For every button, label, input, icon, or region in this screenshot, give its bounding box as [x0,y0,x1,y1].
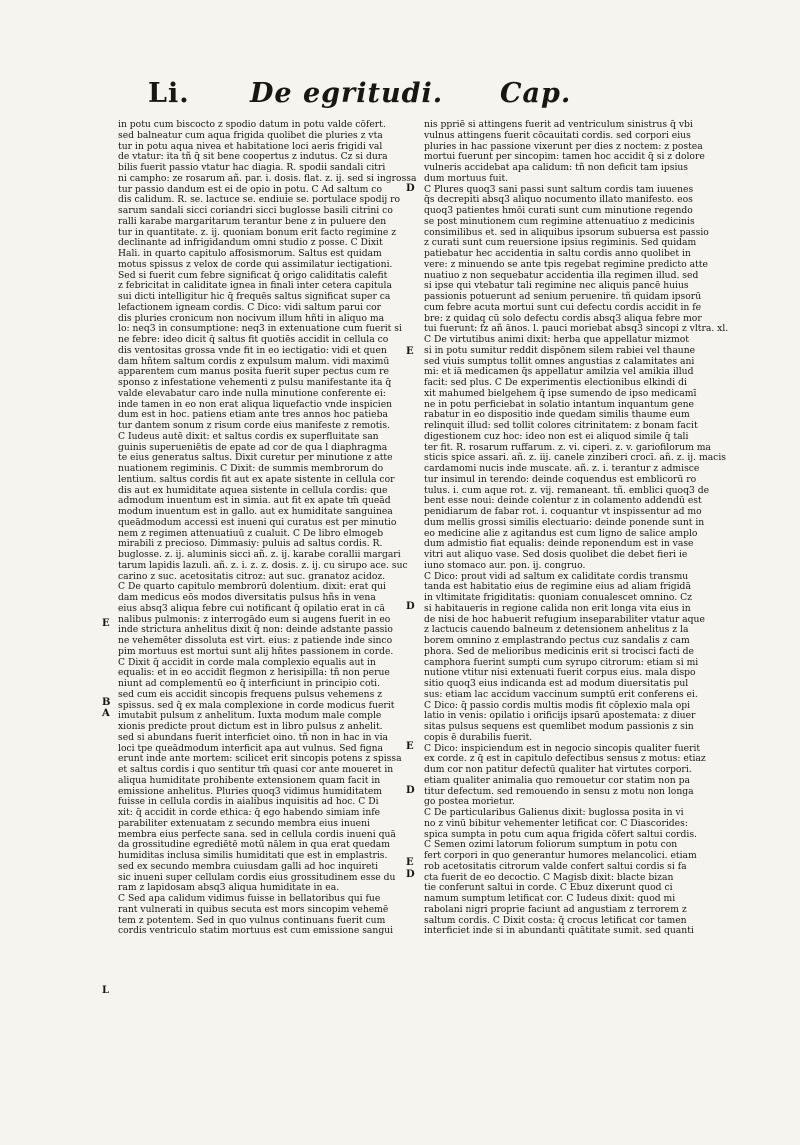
text-line: passionis potuerunt ad senium peruenire. tñ quidam ipsorū [424,291,702,302]
text-line: tur dantem sonum z risum corde eius manifeste z remotis. [118,420,391,431]
margin-marker: D [406,601,415,612]
text-line: niunt ad complementū eo q̄ interficiunt in principio coti. [118,678,381,689]
text-line: declinante ad infrigidandum omni studio z posse. C Dixit [118,237,383,249]
text-line: dam medicus eōs modos diversitatis pulsus hñs in vena [118,592,376,603]
text-line: z lactucis cauendo balneum z detensionem anhelitus z la [424,624,689,636]
text-line: ter fit. R. rosarum ruffarum. z. vi. ciperi. z. v. gariofilorum ma [424,441,711,453]
text-line: eius absq3 aliqua febre cui notificant q̄ opilatio erat in cā [118,602,385,614]
text-line: dis aut ex humiditate aquea sistente in cellula cordis: que [118,484,388,496]
text-line: nuatiuo z non sequebatur accidentia illa regimen illud. sed [424,269,699,281]
left-text-column [118,119,417,1010]
text-line: loci tpe queādmodum interficit apa aut vulnus. Sed figna [118,742,384,754]
text-line: go postea morietur. [424,796,515,808]
text-line: C Plures quoq3 sani passi sunt saltum cordis tam iuuenes [424,183,694,195]
text-line: sed si abundans fuerit interficiet oino. tñ non in hac in via [118,731,388,743]
text-line: sitio quoq3 eius indicanda est ad modum diuersitatis pul [424,678,689,689]
folio-number: Li. [148,78,190,109]
margin-marker: E [406,741,414,752]
text-line: cardamomi nucis inde muscate. añ. z. i. terantur z admisce [424,463,700,474]
margin-marker: E [102,618,110,629]
text-line: sitas pulsus sequens est quemlibet modum passionis z sin [424,721,694,732]
text-line: dum mortuus fuit. [424,172,509,184]
text-line: si in potu sumitur reddit dispōnem silem rabiei vel thaune [424,344,696,356]
text-line: ex corde. z q̄ est in capitulo defectibus sensus z motus: etiaz [424,753,706,765]
text-line: te eius generatus saltus. Dixit curetur per minutione z atte [118,452,393,464]
text-line: sed balneatur cum aqua frigida quolibet die pluries z vta [118,129,383,141]
text-line: spica sumpta in potu cum aqua frigida cōfert saltui cordis. [424,828,697,840]
running-title: De egritudi. [250,78,444,109]
text-line: sic inueni super cellulam cordis eius grossitudinem esse du [118,871,396,883]
text-line: sarum sandali sicci coriandri sicci buglosse basili citrini co [118,205,393,216]
text-line: mirabili z precioso. Dimmasiy: puluis ad saltus cordis. R. [118,538,383,550]
text-line: relinquit illud: sed tollit colores citrinitatem: z bonam facit [424,420,698,431]
text-line: sui dicti intelligitur hic q̄ frequēs saltus significat super ca [118,291,391,302]
text-line: bent esse noui: deinde colentur z in colamento addendū est [424,495,702,507]
text-line: xit mahumed bielgehem q̄ ipse sumendo de ipso medicamī [424,387,697,399]
text-line: fuisse in cellula cordis in aialibus inquisitis ad hoc. C Di [118,796,379,808]
text-line: apparentem cum manus posita fuerit super pectus cum re [118,366,389,378]
text-line: cta fuerit de eo decoctio. C Magisb dixit: blacte bizan [424,871,674,883]
text-line: sus: etiam lac accidum vaccinum sumptū erit conferens ei. [424,688,698,700]
text-line: tie conferunt saltui in corde. C Ebuz dixerunt quod ci [424,882,673,894]
text-line: imutabit pulsum z anhelitum. Iuxta modum male comple [118,710,382,722]
text-line: xionis predicte prout dictum est in libro pulsus z anhelit. [118,721,383,732]
text-line: z curati sunt cum reuersione ipsius regiminis. Sed quidam [424,237,697,249]
text-line: borem omnino z emplastrando pectus cuz sandalis z cam [424,635,690,646]
text-line: copis ē durabilis fuerit. [424,731,533,743]
text-line: facit: sed plus. C De experimentis electionibus elkindi di [424,377,687,388]
text-line: iuno stomaco aur. pon. ij. congruo. [424,559,586,571]
text-line: C Sed apa calidum vidimus fuisse in bellatoribus qui fue [118,893,381,904]
text-line: eo medicine alie z agitandus est cum ligno de salice amplo [424,527,698,539]
text-line: modum inuentum est in gallo. aut ex humiditate sanguinea [118,506,393,517]
text-line: tulus. i. cum aque rot. z. vij. remaneant. tñ. emblici quoq3 de [424,484,710,496]
text-line: et saltus cordis i quo sentitur tm̄ quasi cor ante moueret in [118,764,394,775]
text-line: Sed si fuerit cum febre significat q̄ origo caliditatis calefit [118,269,388,281]
text-line: penidiarum de fabar rot. i. coquantur vt inspissentur ad mo [424,506,702,517]
text-line: mortui fuerunt per sincopim: tamen hoc accidit q̄ si z dolore [424,151,705,163]
text-line: inde strictura anhelitus dixit q̄ non: deinde adstante passio [118,624,393,636]
text-line: C Dico: q̄ passio cordis multis modis fit cōplexio mala opi [424,699,691,711]
text-line: ne vehemēter dissoluta est virt. eius: z patiende inde sinco [118,635,393,646]
text-line: etiam qualiter animalia quo remouetur cor statim non pa [424,774,690,786]
text-line: guinis superueniētis de epate ad cor de qua l diaphragma [118,441,388,453]
text-line: in potu cum biscocto z spodio datum in potu valde cōfert. [118,119,386,130]
text-line: sponso z infestatione vehementi z pulsu manifestante ita q̄ [118,377,392,388]
text-line: dis ventositas grossa vnde fit in eo iectigatio: vidi et quen [118,344,387,356]
text-line: aliqua humiditate prohibente extensionem quam facit in [118,774,381,786]
text-line: q̄s decrepiti absq3 aliquo nocumento illato manifesto. eos [424,194,693,206]
text-line: ne febre: ideo dicit q̄ saltus fit quotiēs accidit in cellula co [118,334,389,345]
running-header [0,78,800,118]
text-line: digestionem cuz hoc: ideo non est ei aliquod simile q̄ tali [424,430,689,442]
text-line: camphora fuerint sumpti cum syrupo citrorum: etiam si mi [424,656,699,668]
text-line: sed cum eis accidit sincopis frequens pulsus vehemens z [118,688,383,700]
text-line: namum sumptum letificat cor. C Iudeus dixit: quod mi [424,893,676,904]
text-line: sticis spice assari. añ. z. iij. canele zinziberi crocī. añ. z. ij. macis [424,452,726,464]
text-line: ni campho: ze rosarum añ. par. i. dosis. flat. z. ij. sed si ingrossa [118,172,417,184]
text-line: parabiliter extenuatam z secundo membra eius inueni [118,817,370,829]
text-line: membra eius perfecte sana. sed in cellula cordis inueni quā [118,828,396,840]
text-line: C De particularibus Galienus dixit: buglossa posita in vi [424,807,684,818]
text-line: dam hñtem saltum cordis z expulsum malum. vidi maximū [118,355,390,367]
text-line: no z vinū bibitur vehementer letificat cor. C Diascorides: [424,817,688,829]
margin-marker: L [102,985,110,996]
text-line: humiditas inclusa similis humiditati que est in emplastris. [118,850,388,861]
text-line: z febricitat in caliditate ignea in finali inter cetera capitula [118,280,392,292]
text-line: tanda est habitatio eius de regimine eius ad aliam frigidā [424,581,691,593]
text-line: ram z lapidosam absq3 aliqua humiditate in ea. [118,882,340,894]
text-line: rabatur in eo dispositio inde quedam similis thaume eum [424,409,690,421]
text-line: cum febre acuta mortui sunt cui defectu cordis accidit in fe [424,301,702,313]
text-line: fert corpori in quo generantur humores melancolici. etiam [424,850,697,861]
text-line: motus spissus z velox de corde qui assimilatur iectigationi. [118,258,393,270]
margin-marker: D [406,183,415,194]
margin-marker: D [406,785,415,796]
text-line: nis ppriē si attingens fuerit ad ventriculum sinistrus q̄ vbi [424,119,693,130]
text-line: ne in potu perficiebat in solatio intantum inquantum gene [424,398,694,410]
text-line: tur passio dandum est ei de opio in potu. C Ad saltum co [118,183,382,195]
text-line: mi: et iā medicamen q̄s appellatur amilzia vel amikia illud [424,366,694,378]
margin-marker: E [406,346,414,357]
text-line: interficiet inde si in abundanti quātitate sumit. sed quanti [424,925,694,937]
text-line: dum admistio fiat equalis: deinde reponendum est in vase [424,538,694,550]
text-line: rabolani nigri proprie faciunt ad angustiam z terrorem z [424,903,687,915]
text-line: lo: neq3 in consumptione: neq3 in extenuatione cum fuerit si [118,323,402,335]
text-line: buglosse. z. ij. aluminis sicci añ. z. ij. karabe corallii margari [118,549,401,560]
text-line: emissione anhelitus. Pluries quoq3 vidimus humiditatem [118,785,382,797]
text-line: C Dico: inspiciendum est in negocio sincopis qualiter fuerit [424,742,701,754]
text-line: sed viuis sumptus tollit omnes angustias z calamitates ani [424,355,695,367]
text-line: C De quarto capitulo membrorū dolentium. dixit: erat qui [118,581,386,593]
text-line: de vtatur: ita tñ q̄ sit bene coopertus z indutus. Cz si dura [118,151,388,163]
text-line: queādmodum accessi est inueni qui curatus est per minutio [118,516,397,528]
text-line: xit: q̄ accidit in corde ethica: q̄ ego habendo simiam infe [118,807,381,818]
text-line: pim mortuus est mortui sunt alij hñtes passionem in corde. [118,645,394,657]
text-line: vulnus attingens fuerit cōcauitati cordis. sed corpori eius [424,129,691,141]
text-line: in vltimitate frigiditatis: quoniam conualescet omnino. Cz [424,592,692,603]
margin-marker: D [406,869,415,880]
text-line: tem z potentem. Sed in quo vulnus continuans fuerit cum [118,914,386,926]
text-line: vitri aut aliquo vase. Sed dosis quolibet die debet fieri ie [424,549,688,560]
text-line: da grossitudine egrediētē motū nālem in qua erat quedam [118,839,390,851]
text-line: lefactionem igneam cordis. C Dico: vidi saltum parui cor [118,301,382,313]
text-line: consimilibus et. sed in aliquibus ipsorum subuersa est passio [424,226,709,238]
text-line: Hali. in quarto capitulo affosismorum. Saltus est quidam [118,248,382,259]
text-line: sed ex secundo membra cuiusdam galli ad hoc inquireti [118,860,379,872]
text-line: bilis fuerit passio vtatur hac diagia. R. spodii sandali citri [118,162,386,173]
text-line: tur in potu aqua nivea et habitatione loci aeris frigidi val [118,140,383,152]
text-line: tur insimul in terendo: deinde coquendus est emblicorū ro [424,473,697,485]
text-line: saltum cordis. C Dixit costa: q̄ crocus letificat cor tamen [424,914,687,926]
text-line: bre: z quidaq cū solo defectu cordis absq3 aliqua febre mor [424,312,702,324]
text-line: dum est in hoc. patiens etiam ante tres annos hoc patieba [118,409,388,421]
text-line: rant vulnerati in quibus secuta est mors sincopim vehemē [118,903,389,915]
text-line: dum mellis grossi similis electuario: deinde ponende sunt in [424,516,705,528]
text-line: C De virtutibus animi dixit: herba que appellatur mizmot [424,334,689,345]
text-line: equalis: et in eo accidit flegmon z herisipilla: tñ non perue [118,667,390,679]
text-line: carino z suc. acetositatis citroz: aut suc. granatoz acidoz. [118,570,386,582]
text-line: C Dixit q̄ accidit in corde mala complexio equalis aut in [118,656,376,668]
margin-marker: B [102,697,111,708]
text-line: se post minutionem cum regimine attenuatiuo z medicinis [424,215,695,227]
text-line: dis calidum. R. se. lactuce se. endiuie se. portulace spodij ro [118,194,401,206]
text-line: de nisi de hoc habuerit refugium inseparabiliter vtatur aque [424,613,705,625]
text-line: phora. Sed de melioribus medicinis erit si trocisci facti de [424,645,694,657]
text-line: pluries in hac passione vixerunt per dies z noctem: z postea [424,140,703,152]
text-line: nutione vtitur nisi extenuati fuerit corpus eius. mala dispo [424,667,696,679]
chapter-label: Cap. [500,78,572,109]
text-line: C Dico: prout vidi ad saltum ex caliditate cordis transmu [424,570,689,582]
text-line: titur defectum. sed remouendo in sensu z motu non longa [424,785,694,797]
text-line: lentium. saltus cordis fit aut ex apate sistente in cellula cor [118,473,395,485]
text-line: vulneris accidebat apa calidum: tñ non deficit tam ipsius [424,162,689,173]
text-line: tarum lapidis lazuli. añ. z. i. z. z. dosis. z. ij. cu sirupo ace. suc [118,559,408,571]
margin-marker: A [102,708,110,719]
text-line: patiebatur hec accidentia in saltu cordis anno quolibet in [424,248,691,259]
text-line: nuationem regiminis. C Dixit: de summis membrorum do [118,463,384,474]
text-line: nalibus pulmonis: z interrogādo eum si augens fuerit in eo [118,613,391,625]
text-line: quoq3 patientes hmōi curati sunt cum minutione regendo [424,205,693,216]
text-line: vere: z minuendo se ante tpis regebat regimine predicto atte [424,258,708,270]
text-line: tui fuerunt: fz añ ānos. l. pauci moriebat absq3 sincopi z vltra. xl. [424,323,729,335]
text-line: dum cor non patitur defectū qualiter hat virtutes corpori. [424,764,692,775]
text-line: dis pluries cronicum non nocivum illum hñti in aliquo ma [118,312,385,324]
text-line: cordis ventriculo statim mortuus est cum emissione sangui [118,925,394,937]
margin-marker: E [406,857,414,868]
text-line: si habitaueris in regione calida non erit longa vita eius in [424,602,691,614]
text-line: rob acetositatis citrorum valde confert saltui cordis si fa [424,860,687,872]
text-line: inde tamen in eo non erat aliqua liquefactio vnde inspicien [118,398,393,410]
text-line: erunt inde ante mortem: scilicet erit sincopis potens z spissa [118,753,402,765]
text-line: nem z regimen attenuatiuū z cualuit. C De libro elmogeb [118,527,384,539]
right-text-column [424,119,729,1105]
text-line: latio in venis: opilatio i orificijs ipsarū apostemata: z diuer [424,710,696,722]
text-line: C Semen ozimi latorum foliorum sumptum in potu con [424,839,678,851]
text-line: si ipse qui vtebatur tali regimine nec aliquis pancē huius [424,280,689,292]
text-line: tur in quantitate. z. ij. quoniam bonum erit facto regimine z [118,226,397,238]
text-line: valde elevabatur caro inde nulla minutione conferente ei: [118,387,386,399]
text-line: spissus. sed q̄ ex mala complexione in corde modicus fuerit [118,699,395,711]
text-line: admodum inuentum est in simia. aut fit ex apate tm̄ queād [118,495,391,507]
text-line: C Iudeus autē dixit: et saltus cordis ex superfluitate san [118,430,379,442]
text-line: ralli karabe margaritarum terantur bene z in puluere den [118,215,387,227]
